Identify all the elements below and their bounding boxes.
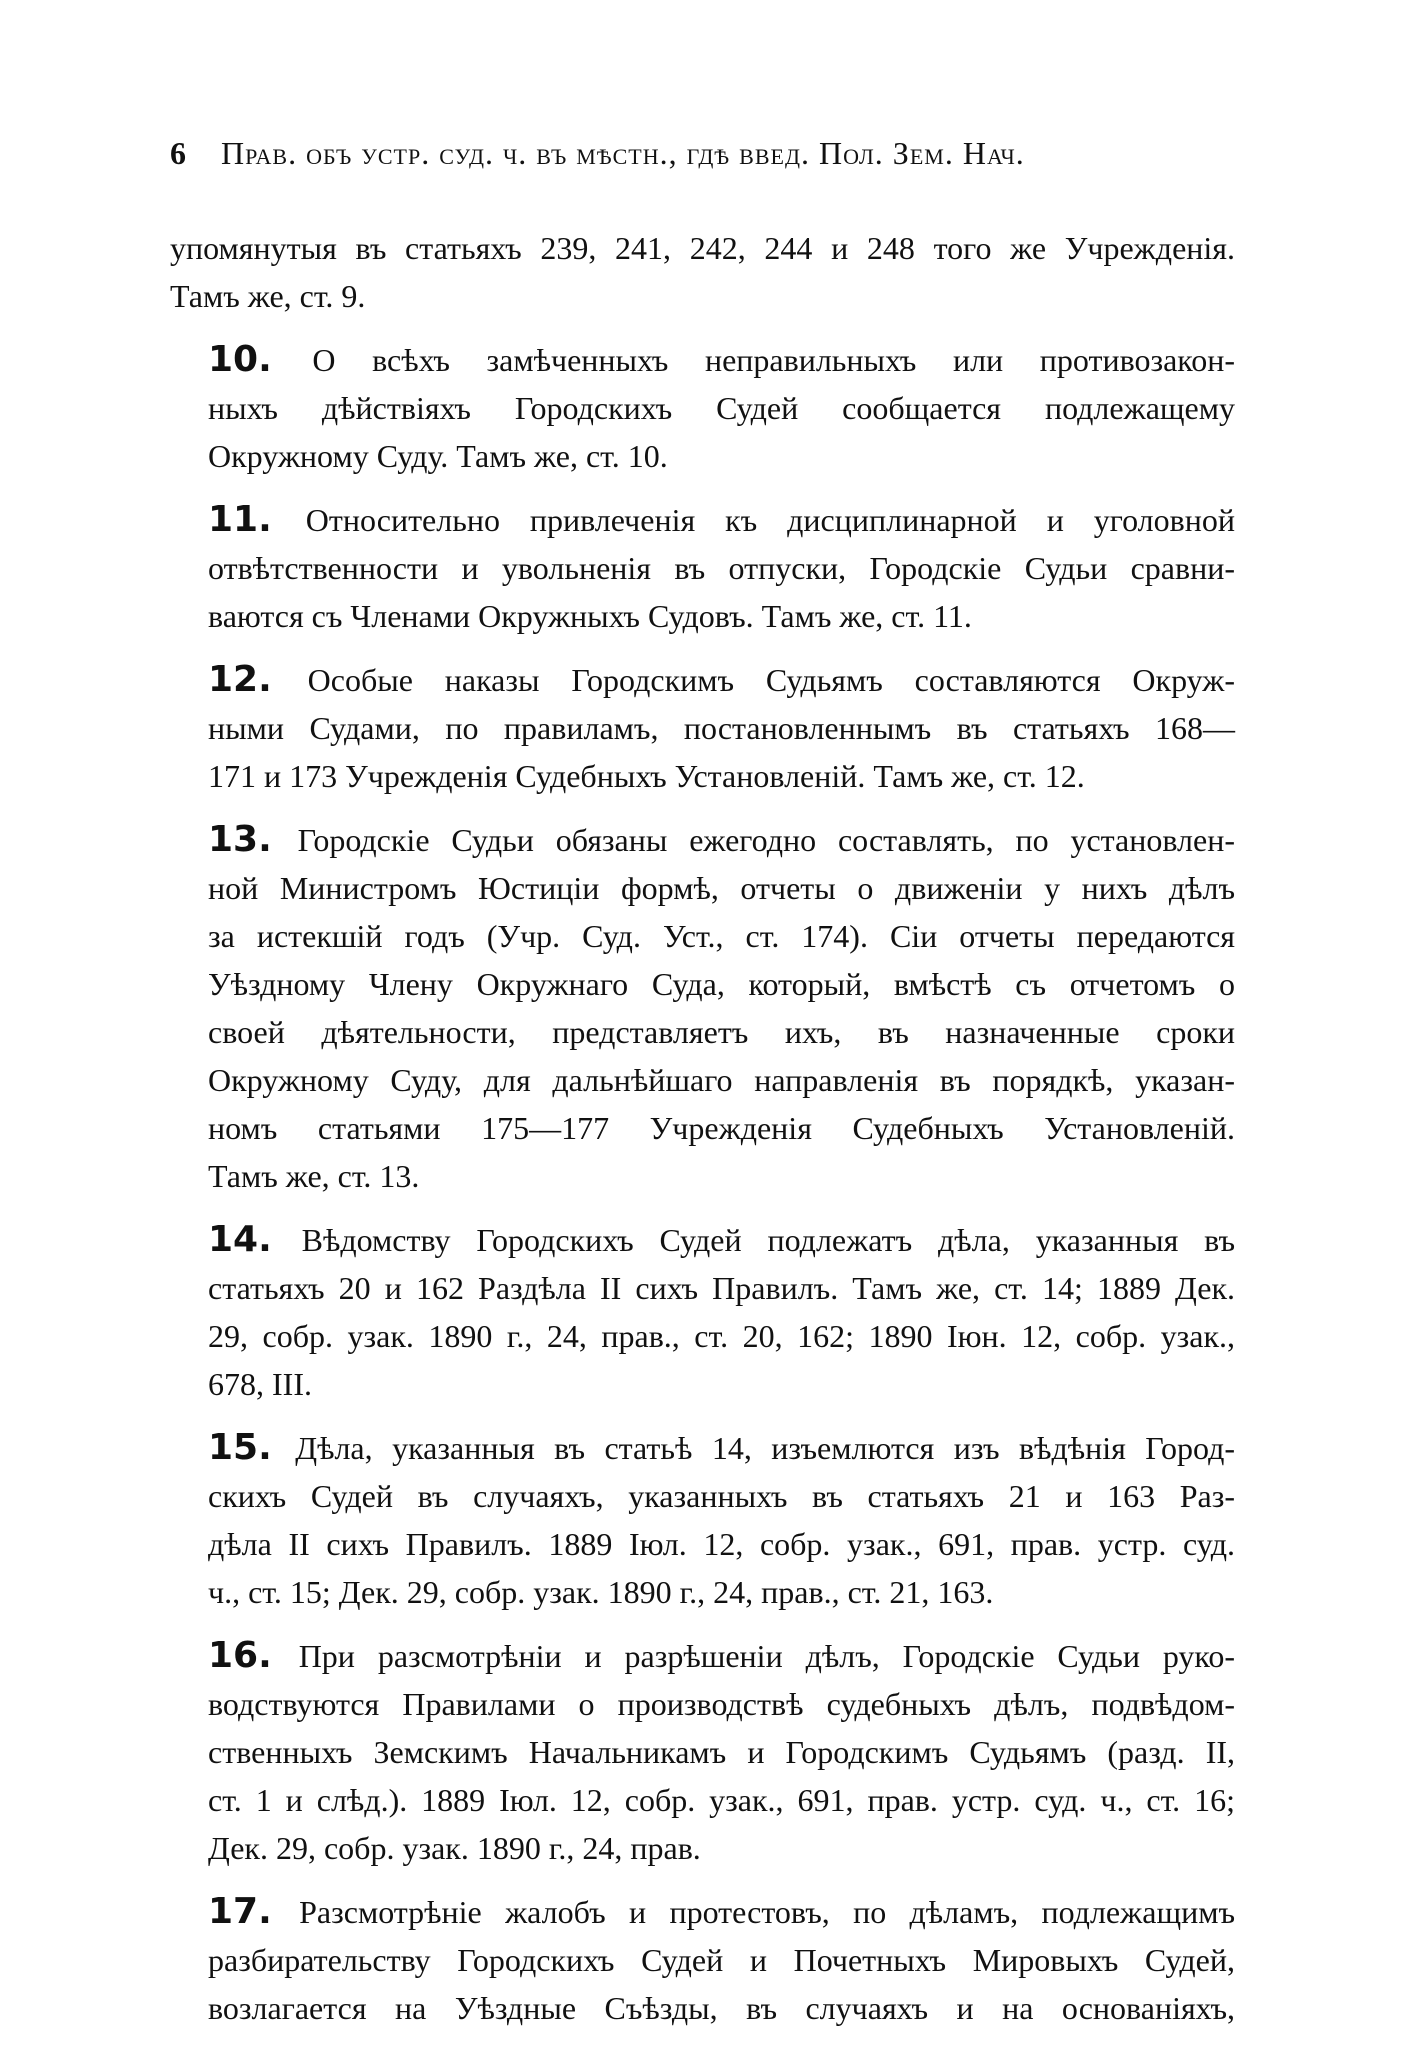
page <box>170 135 1235 2048</box>
text-line: отвѣтственности и увольненія въ отпуски, Городскіе Судьи сравни- <box>208 550 1235 586</box>
text-line: Тамъ же, ст. 13. <box>208 1158 420 1194</box>
page-number: 6 <box>170 135 187 171</box>
article-16 <box>170 1632 1235 1872</box>
text-line: скихъ Судей въ случаяхъ, указанныхъ въ статьяхъ 21 и 163 Раз- <box>208 1478 1235 1514</box>
text-line: Дѣла, указанныя въ статьѣ 14, изъемлются изъ вѣдѣнія Город- <box>295 1430 1236 1466</box>
text-line: водствуются Правилами о производствѣ судебныхъ дѣлъ, подвѣдом- <box>208 1686 1235 1722</box>
article-number: 17. <box>208 1891 272 1932</box>
text-line: Тамъ же, ст. 9. <box>170 278 366 314</box>
text-line: Окружному Суду. Тамъ же, ст. 10. <box>208 438 668 474</box>
text-line: Окружному Суду, для дальнѣйшаго направленія въ порядкѣ, указан- <box>208 1062 1235 1098</box>
article-12 <box>170 656 1235 800</box>
article-14 <box>170 1216 1235 1408</box>
text-line: 678, III. <box>208 1366 312 1402</box>
article-number: 13. <box>208 819 272 860</box>
article-10 <box>170 336 1235 480</box>
article-number: 10. <box>208 339 272 380</box>
article-13 <box>170 816 1235 1200</box>
text-line: Особые наказы Городскимъ Судьямъ составляются Окруж- <box>307 662 1236 698</box>
text-line: Уѣздному Члену Окружнаго Суда, который, вмѣстѣ съ отчетомъ о <box>208 966 1235 1002</box>
text-line: При разсмотрѣніи и разрѣшеніи дѣлъ, Городскіе Судьи руко- <box>298 1638 1236 1674</box>
article-number: 16. <box>208 1635 272 1676</box>
text-line: упомянутыя въ статьяхъ 239, 241, 242, 244 и 248 того же Учрежденія. <box>170 230 1235 266</box>
text-line: Вѣдомству Городскихъ Судей подлежатъ дѣла, указанныя въ <box>301 1222 1236 1258</box>
text-line: за истекшій годъ (Учр. Суд. Уст., ст. 174). Сіи отчеты передаются <box>208 918 1235 954</box>
text-line: ныхъ дѣйствіяхъ Городскихъ Судей сообщается подлежащему <box>208 390 1235 426</box>
text-line: разбирательству Городскихъ Судей и Почетныхъ Мировыхъ Судей, <box>208 1942 1235 1978</box>
text-line: 29, собр. узак. 1890 г., 24, прав., ст. 20, 162; 1890 Іюн. 12, собр. узак., <box>208 1318 1235 1354</box>
text-line: статьяхъ 20 и 162 Раздѣла II сихъ Правилъ. Тамъ же, ст. 14; 1889 Дек. <box>208 1270 1235 1306</box>
text-line: ственныхъ Земскимъ Начальникамъ и Городскимъ Судьямъ (разд. II, <box>208 1734 1235 1770</box>
text-line: ваются съ Членами Окружныхъ Судовъ. Тамъ же, ст. 11. <box>208 598 972 634</box>
text-line: ст. 1 и слѣд.). 1889 Іюл. 12, собр. узак., 691, прав. устр. суд. ч., ст. 16; <box>208 1782 1235 1818</box>
article-number: 15. <box>208 1427 272 1468</box>
article-number: 14. <box>208 1219 272 1260</box>
article-11 <box>170 496 1235 640</box>
text-line: ч., ст. 15; Дек. 29, собр. узак. 1890 г., 24, прав., ст. 21, 163. <box>208 1574 994 1610</box>
text-line: Дек. 29, собр. узак. 1890 г., 24, прав. <box>208 1830 701 1866</box>
running-title: Прав. объ устр. суд. ч. въ мѣстн., гдѣ введ. Пол. Зем. Нач. <box>221 135 1025 171</box>
text-line: О всѣхъ замѣченныхъ неправильныхъ или противозакон- <box>312 342 1235 378</box>
text-line: своей дѣятельности, представляетъ ихъ, въ назначенные сроки <box>208 1014 1235 1050</box>
text-line: Относительно привлеченія къ дисциплинарной и уголовной <box>305 502 1236 538</box>
article-15 <box>170 1424 1235 1616</box>
text-line: ными Судами, по правиламъ, постановленнымъ въ статьяхъ 168— <box>208 710 1235 746</box>
intro-paragraph <box>170 224 1235 320</box>
text-line: возлагается на Уѣздные Съѣзды, въ случаяхъ и на основаніяхъ, <box>208 1990 1235 2026</box>
text-line: Разсмотрѣніе жалобъ и протестовъ, по дѣламъ, подлежащимъ <box>299 1894 1236 1930</box>
article-17 <box>170 1888 1235 2032</box>
article-number: 11. <box>208 499 272 540</box>
running-head <box>170 135 1235 172</box>
text-line: дѣла II сихъ Правилъ. 1889 Іюл. 12, собр. узак., 691, прав. устр. суд. <box>208 1526 1235 1562</box>
text-line: номъ статьями 175—177 Учрежденія Судебныхъ Установленій. <box>208 1110 1235 1146</box>
article-number: 12. <box>208 659 272 700</box>
text-line: ной Министромъ Юстиціи формѣ, отчеты о движеніи у нихъ дѣлъ <box>208 870 1235 906</box>
text-line: 171 и 173 Учрежденія Судебныхъ Установленій. Тамъ же, ст. 12. <box>208 758 1085 794</box>
text-line: Городскіе Судьи обязаны ежегодно составлять, по установлен- <box>297 822 1236 858</box>
